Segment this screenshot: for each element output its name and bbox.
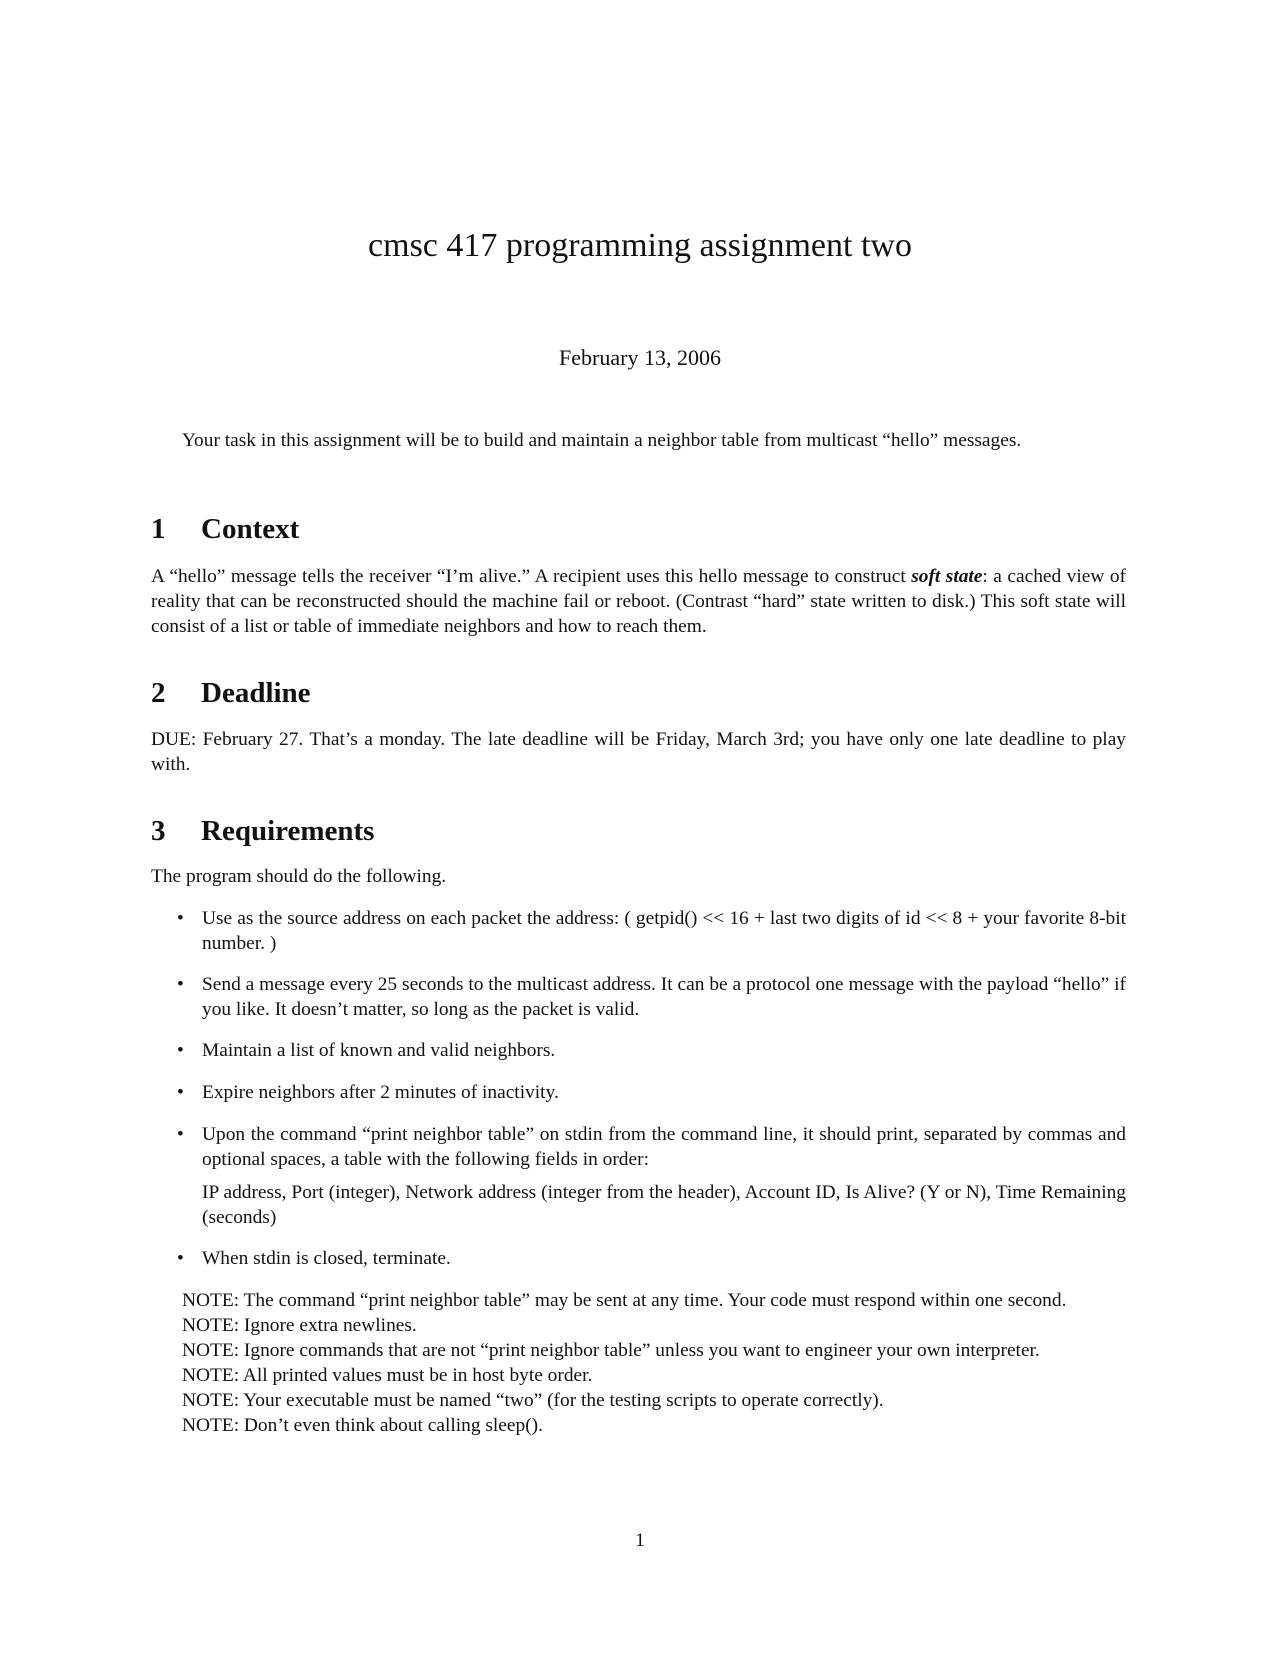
- note-item: NOTE: Don’t even think about calling sleep().: [182, 1415, 543, 1436]
- bullet-icon: •: [177, 1040, 184, 1061]
- list-item-text: Expire neighbors after 2 minutes of inactivity.: [202, 1082, 559, 1103]
- section-number: 2: [151, 677, 166, 709]
- intro-paragraph: [151, 428, 1126, 453]
- note-item: NOTE: Ignore extra newlines.: [182, 1315, 417, 1336]
- document-date: February 13, 2006: [559, 345, 721, 370]
- section-heading-context: [151, 512, 299, 546]
- fields-text: IP address, Port (integer), Network address (integer from the header), Account ID, Is Alive? (Y or N), Time Remaining (seconds): [202, 1182, 1126, 1228]
- list-item: [151, 972, 1126, 1022]
- list-item: [151, 1080, 1126, 1105]
- list-item-text: Send a message every 25 seconds to the multicast address. It can be a protocol one message with the payload “hello” if you like. It doesn’t matter, so long as the packet is valid.: [202, 974, 1126, 1020]
- bullet-icon: •: [177, 1082, 184, 1103]
- list-item-text: Maintain a list of known and valid neighbors.: [202, 1040, 556, 1061]
- requirements-lead: [151, 864, 1126, 889]
- context-text-after: : a cached view of reality that can be reconstructed should the machine fail or reboot. (Contrast “hard” state written to disk.) This soft state will consist of a list or table of immediate neighbors and how to reach them.: [151, 566, 1127, 637]
- list-item-text: Upon the command “print neighbor table” on stdin from the command line, it should print, separated by commas and optional spaces, a table with the following fields in order:: [202, 1124, 1126, 1170]
- bullet-icon: •: [177, 1124, 184, 1145]
- list-item-text: When stdin is closed, terminate.: [202, 1248, 451, 1269]
- context-emphasis: soft state: [911, 566, 983, 587]
- list-item: [151, 1246, 1126, 1271]
- list-item: [151, 1122, 1126, 1230]
- context-text-before: A “hello” message tells the receiver “I’m alive.” A recipient uses this hello message to construct: [151, 566, 912, 587]
- deadline-text: DUE: February 27. That’s a monday. The late deadline will be Friday, March 3rd; you have only one late deadline to play with.: [151, 729, 1126, 775]
- list-item-text: Use as the source address on each packet the address: ( getpid() << 16 + last two digits of id << 8 + your favorite 8-bit number. ): [202, 908, 1126, 954]
- note-item: NOTE: The command “print neighbor table” may be sent at any time. Your code must respond within one second.: [182, 1290, 1067, 1311]
- bullet-icon: •: [177, 974, 184, 995]
- section-number: 1: [151, 513, 166, 545]
- document-title: cmsc 417 programming assignment two: [368, 227, 912, 264]
- bullet-icon: •: [177, 1248, 184, 1269]
- list-item: [151, 1038, 1126, 1063]
- note-item: NOTE: All printed values must be in host byte order.: [182, 1365, 593, 1386]
- intro-text: Your task in this assignment will be to build and maintain a neighbor table from multicast “hello” messages.: [182, 430, 1022, 451]
- section-title: Requirements: [201, 815, 375, 847]
- section-heading-requirements: [151, 814, 374, 848]
- notes-block: [151, 1288, 1126, 1438]
- context-paragraph: [151, 564, 1126, 639]
- requirements-lead-text: The program should do the following.: [151, 866, 447, 887]
- note-item: NOTE: Ignore commands that are not “print neighbor table” unless you want to engineer your own interpreter.: [182, 1340, 1040, 1361]
- section-number: 3: [151, 815, 166, 847]
- deadline-paragraph: [151, 727, 1126, 777]
- page-number: 1: [635, 1530, 645, 1551]
- section-title: Context: [201, 513, 300, 545]
- section-heading-deadline: [151, 676, 311, 710]
- list-item: [151, 906, 1126, 956]
- note-item: NOTE: Your executable must be named “two” (for the testing scripts to operate correctly).: [182, 1390, 884, 1411]
- bullet-icon: •: [177, 908, 184, 929]
- section-title: Deadline: [201, 677, 311, 709]
